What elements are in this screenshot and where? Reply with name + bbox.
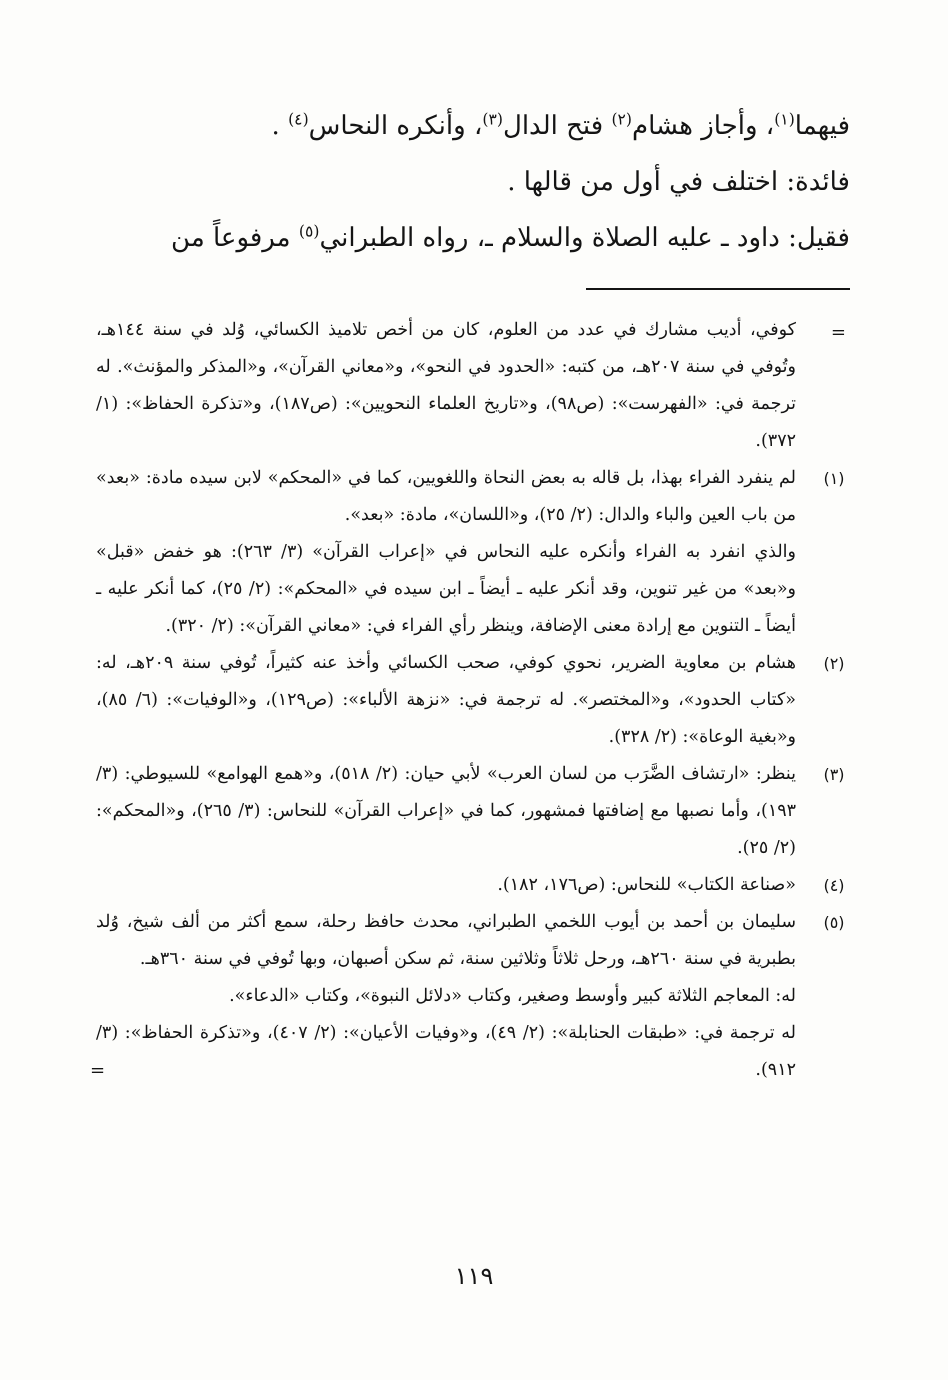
footnote-number: (٥): [823, 913, 845, 932]
main-text: [130, 98, 850, 266]
main-text-line-1: [130, 98, 850, 154]
main-text-line-2: فائدة: اختلف في أول من قالها .: [507, 167, 850, 197]
text-segment: .: [271, 111, 289, 141]
main-text-line-3: [130, 210, 850, 266]
footnote-separator: [586, 288, 850, 290]
footnote-4: [96, 867, 854, 904]
footnote-ref-1[interactable]: (١): [774, 110, 795, 129]
footnote-1: [96, 460, 854, 645]
footnote-continuation: [96, 312, 854, 460]
footnote-text: سليمان بن أحمد بن أيوب اللخمي الطبراني، محدث حافظ رحلة، سمع أكثر من ألف شيخ، وُلد بطبرية في سنة ٢٦٠هـ، ورحل ثلاثاً وثلاثين سنة، ثم سكن أصبهان، وبها تُوفي في سنة ٣٦٠هـ.: [96, 912, 796, 969]
continuation-mark: =: [830, 322, 846, 343]
footnote-number: (٢): [823, 654, 845, 673]
footnote-text: كوفي، أديب مشارك في عدد من العلوم، كان من أخص تلاميذ الكسائي، وُلد في سنة ١٤٤هـ، وتُوفي في سنة ٢٠٧هـ، من كتبه: «الحدود في النحو»، و«معاني القرآن»، و«المذكر والمؤنث». له ترجمة في: «الفهرست»: (ص٩٨)، و«تاريخ العلماء النحويين»: (ص١٨٧)، و«تذكرة الحفاظ»: (١/ ٣٧٢).: [96, 320, 797, 451]
footnote-text: له: المعاجم الثلاثة كبير وأوسط وصغير، وكتاب «دلائل النبوة»، وكتاب «الدعاء».: [229, 986, 796, 1006]
text-segment: فقيل: داود ـ عليه الصلاة والسلام ـ، رواه الطبراني: [319, 223, 850, 253]
footnote-ref-3[interactable]: (٣): [482, 110, 503, 129]
footnotes: [90, 312, 854, 1089]
footnote-text: لم ينفرد الفراء بهذا، بل قاله به بعض النحاة واللغويين، كما في «المحكم» لابن سيده مادة: «بعد» من باب العين والباء والدال: (٢/ ٢٥)، و«اللسان»، مادة: «بعد».: [96, 468, 796, 525]
footnote-ref-5[interactable]: (٥): [298, 222, 320, 241]
footnote-text: «صناعة الكتاب» للنحاس: (ص١٧٦، ١٨٢).: [497, 875, 796, 895]
text-segment: ، وأجاز هشام: [632, 111, 775, 141]
footnote-2: [96, 645, 854, 756]
footnote-ref-4[interactable]: (٤): [288, 110, 309, 129]
footnote-text: والذي انفرد به الفراء وأنكره عليه النحاس في «إعراب القرآن» (٣/ ٢٦٣): هو خفض «قبل» و«بعد» من غير تنوين، وقد أنكر عليه ـ أيضاً ـ ابن سيده في «المحكم»: (٢/ ٢٥)، كما أنكر عليه ـ أيضاً ـ التنوين مع إرادة معنى الإضافة، وينظر رأي الفراء في: «معاني القرآن»: (٢/ ٣٢٠).: [96, 542, 796, 636]
text-segment: فتح الدال: [502, 111, 612, 141]
footnote-number: (٣): [823, 765, 845, 784]
footnote-number: (٤): [823, 876, 845, 895]
page-number: ١١٩: [454, 1262, 494, 1290]
footnote-number: (١): [823, 469, 845, 488]
footnote-text: له ترجمة في: «طبقات الحنابلة»: (٢/ ٤٩)، و«وفيات الأعيان»: (٢/ ٤٠٧)، و«تذكرة الحفاظ»: (٣/ ٩١٢).: [96, 1023, 797, 1080]
text-segment: مرفوعاً من: [171, 223, 299, 253]
text-segment: فيهما: [794, 111, 850, 141]
footnote-ref-2[interactable]: (٢): [611, 110, 633, 129]
text-segment: ، وأنكره النحاس: [308, 111, 483, 141]
footnote-3: [96, 756, 854, 867]
footnote-text: هشام بن معاوية الضرير، نحوي كوفي، صحب الكسائي وأخذ عنه كثيراً، تُوفي سنة ٢٠٩هـ، له: «كتاب الحدود»، و«المختصر». له ترجمة في: «نزهة الألباء»: (ص١٢٩)، و«الوفيات»: (٦/ ٨٥)، و«بغية الوعاة»: (٢/ ٣٢٨).: [96, 653, 796, 747]
continuation-mark-end: =: [90, 1060, 106, 1081]
footnote-5: [90, 904, 854, 1089]
footnote-text: ينظر: «ارتشاف الضَّرَب من لسان العرب» لأبي حيان: (٢/ ٥١٨)، و«همع الهوامع» للسيوطي: (٣/ ١٩٣)، وأما نصبها مع إضافتها فمشهور، كما في «إعراب القرآن» للنحاس: (٣/ ٢٦٥)، و«المحكم»: (٢/ ٢٥).: [96, 764, 797, 858]
